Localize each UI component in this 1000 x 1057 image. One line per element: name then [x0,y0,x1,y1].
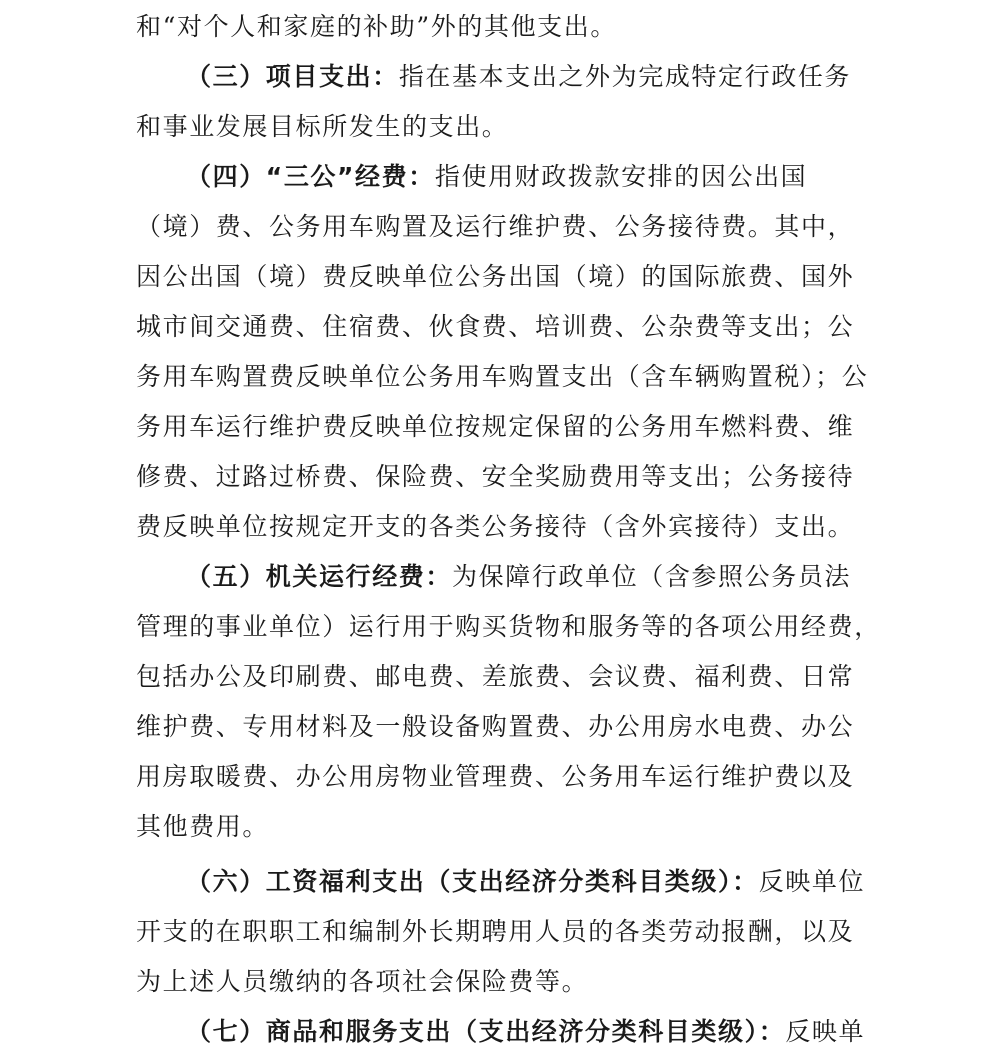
line-text: 反映单位 [758,867,866,896]
section-heading-line [0,152,1000,202]
line-text: 因公出国（境）费反映单位公务出国（境）的国际旅费、国外 [136,262,855,291]
section-heading-4: （四）“三公”经费： [186,162,435,191]
line-text: 指使用财政拨款安排的因公出国 [434,162,808,191]
line-text: 开支的在职职工和编制外长期聘用人员的各类劳动报酬，以及 [136,917,855,946]
text-line [0,907,1000,957]
text-line [0,252,1000,302]
text-line [0,502,1000,552]
line-text: 修费、过路过桥费、保险费、安全奖励费用等支出；公务接待 [136,462,855,491]
line-text: 指在基本支出之外为完成特定行政任务 [398,62,852,91]
text-line [0,402,1000,452]
text-line [0,2,1000,52]
text-line [0,452,1000,502]
text-line [0,302,1000,352]
line-text: 务用车购置费反映单位公务用车购置支出（含车辆购置税）；公 [136,362,869,391]
text-line [0,652,1000,702]
line-text: 和“对个人和家庭的补助”外的其他支出。 [136,12,617,41]
line-text: 包括办公及印刷费、邮电费、差旅费、会议费、福利费、日常 [136,662,855,691]
line-text: 维护费、专用材料及一般设备购置费、办公用房水电费、办公 [136,712,855,741]
section-heading-7: （七）商品和服务支出（支出经济分类科目类级）： [186,1017,786,1046]
section-heading-line [0,857,1000,907]
line-text: 反映单 [785,1017,866,1046]
line-text: 其他费用。 [136,812,270,841]
line-text: 管理的事业单位）运行用于购买货物和服务等的各项公用经费， [136,612,881,641]
text-line [0,702,1000,752]
line-text: 城市间交通费、住宿费、伙食费、培训费、公杂费等支出；公 [136,312,855,341]
text-line [0,602,1000,652]
text-line [0,102,1000,152]
section-heading-6: （六）工资福利支出（支出经济分类科目类级）： [186,867,759,896]
section-heading-line [0,552,1000,602]
section-heading-line [0,1007,1000,1057]
line-text: 务用车运行维护费反映单位按规定保留的公务用车燃料费、维 [136,412,855,441]
line-text: 为保障行政单位（含参照公务员法 [452,562,852,591]
section-heading-3: （三）项目支出： [186,62,399,91]
line-text: 和事业发展目标所发生的支出。 [136,112,509,141]
line-text: 用房取暖费、办公用房物业管理费、公务用车运行维护费以及 [136,762,855,791]
text-line [0,957,1000,1007]
text-line [0,802,1000,852]
line-text: 费反映单位按规定开支的各类公务接待（含外宾接待）支出。 [136,512,855,541]
section-heading-line [0,52,1000,102]
text-line [0,752,1000,802]
line-text: （境）费、公务用车购置及运行维护费、公务接待费。其中， [136,212,855,241]
line-text: 为上述人员缴纳的各项社会保险费等。 [136,967,589,996]
text-line [0,352,1000,402]
section-heading-5: （五）机关运行经费： [186,562,453,591]
text-line [0,202,1000,252]
